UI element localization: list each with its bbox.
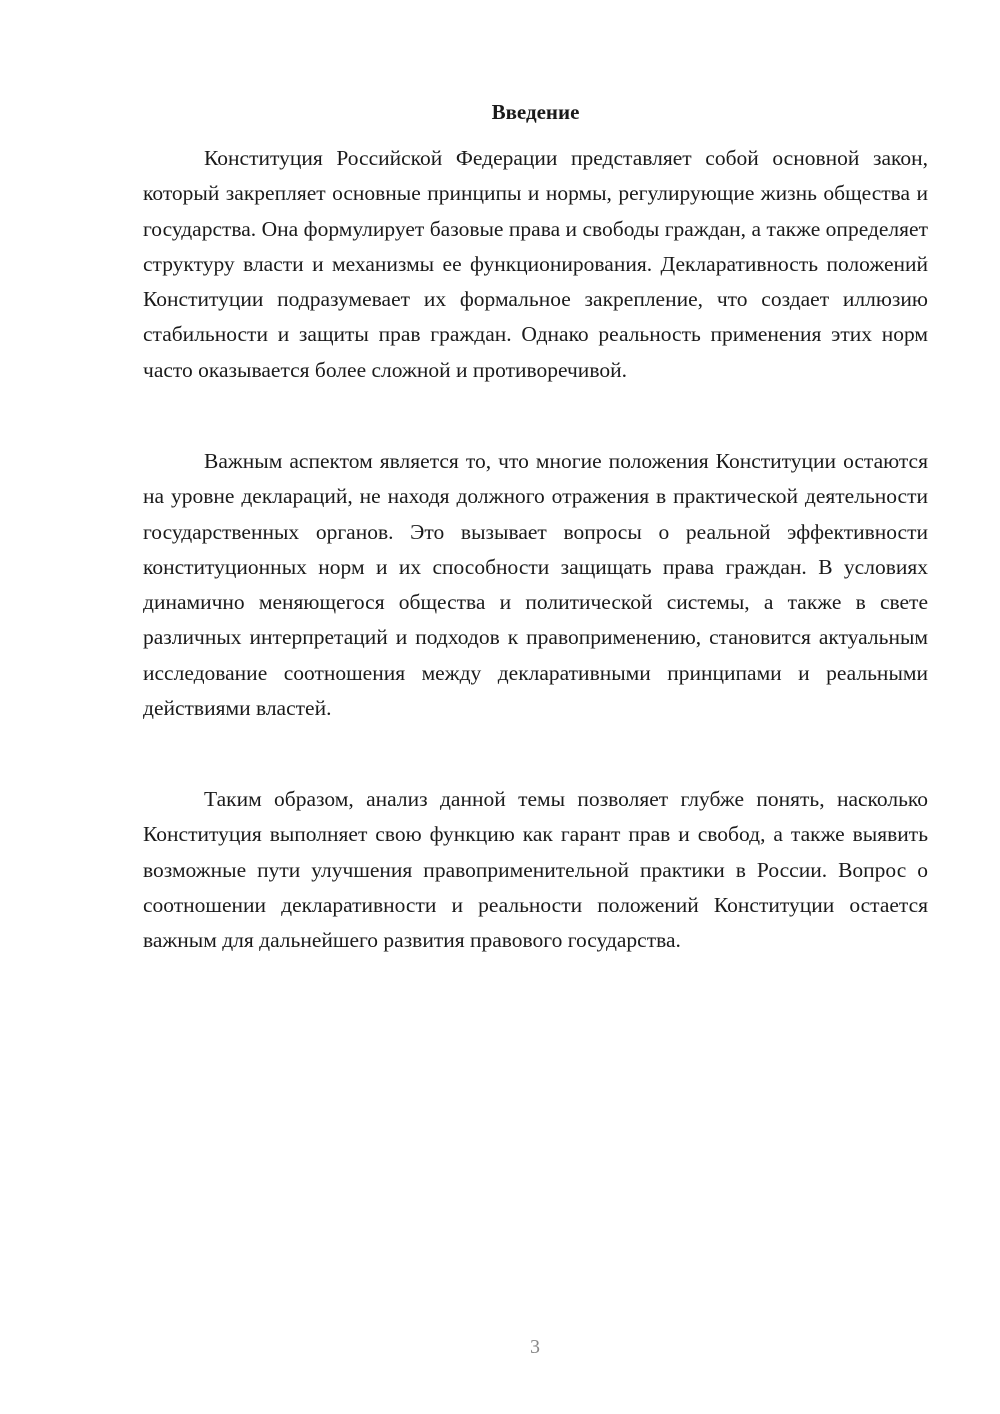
paragraph-1: Конституция Российской Федерации представляет собой основной закон, который закрепляет основные принципы и нормы, регулирующие жизнь общества и государства. Она формулирует базовые права и свободы граждан, а также определяет структуру власти и механизмы ее функционирования. Декларативность положений Конституции подразумевает их формальное закрепление, что создает иллюзию стабильности и защиты прав граждан. Однако реальность применения этих норм часто оказывается более сложной и противоречивой.	[143, 146, 928, 382]
page-number: 3	[530, 1336, 540, 1358]
paragraph-2: Важным аспектом является то, что многие положения Конституции остаются на уровне деклараций, не находя должного отражения в практической деятельности государственных органов. Это вызывает вопросы о реальной эффективности конституционных норм и их способности защищать права граждан. В условиях динамично меняющегося общества и политической системы, а также в свете различных интерпретаций и подходов к правоприменению, становится актуальным исследование соотношения между декларативными принципами и реальными действиями властей.	[143, 449, 928, 721]
section-title: Введение	[491, 100, 580, 124]
paragraph-3: Таким образом, анализ данной темы позволяет глубже понять, насколько Конституция выполняет свою функцию как гарант прав и свобод, а также выявить возможные пути улучшения правоприменительной практики в России. Вопрос о соотношении декларативности и реальности положений Конституции остается важным для дальнейшего развития правового государства.	[143, 787, 928, 953]
